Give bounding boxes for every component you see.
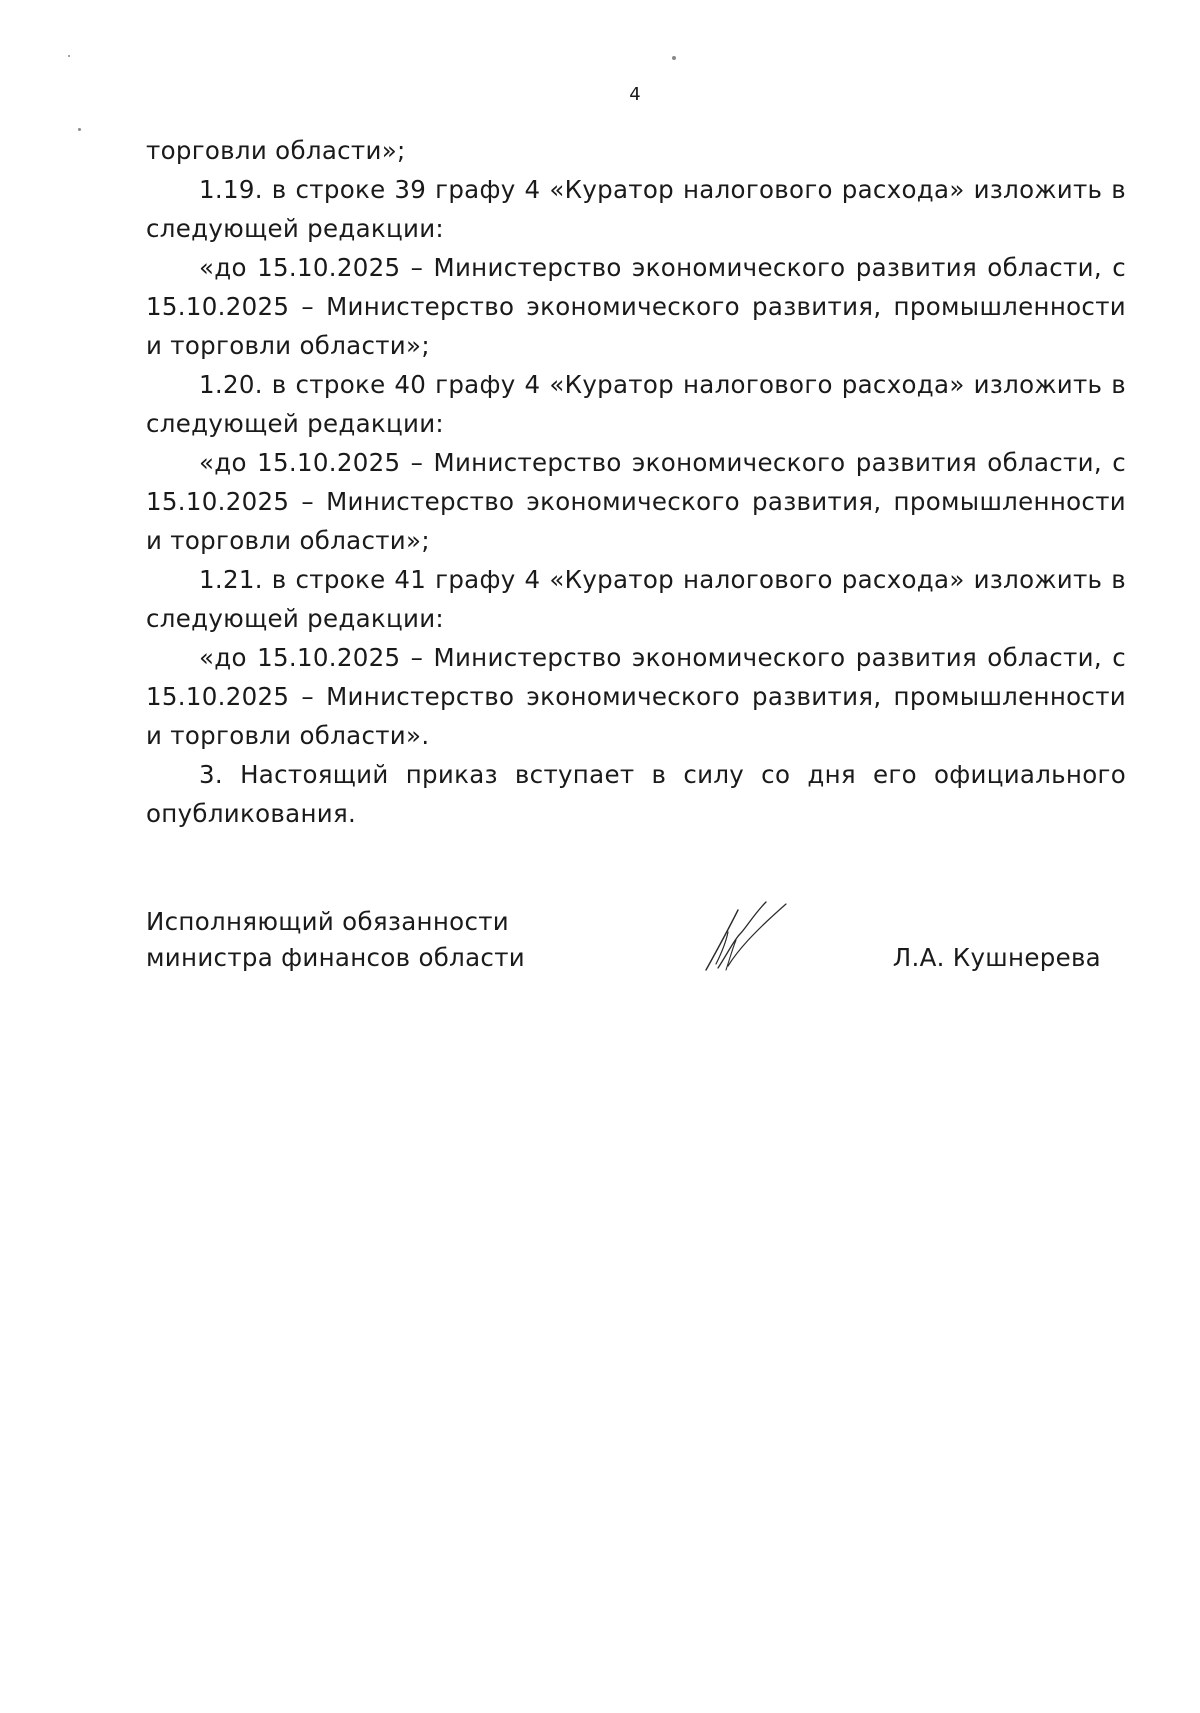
scan-speck bbox=[672, 56, 676, 60]
document-body bbox=[146, 131, 1126, 833]
signer-title-line-1: Исполняющий обязанности bbox=[146, 907, 510, 936]
signer-name: Л.А. Кушнерева bbox=[892, 943, 1101, 972]
paragraph-quote-1-20: «до 15.10.2025 – Министерство экономического развития области, с 15.10.2025 – Министерство экономического развития, промышленности и торговли области»; bbox=[146, 448, 1126, 555]
paragraph-item-3: 3. Настоящий приказ вступает в силу со дня его официального опубликования. bbox=[146, 760, 1126, 828]
paragraph-quote-1-21: «до 15.10.2025 – Министерство экономического развития области, с 15.10.2025 – Министерство экономического развития, промышленности и торговли области». bbox=[146, 643, 1126, 750]
signer-title-line-2: министра финансов области bbox=[146, 943, 525, 972]
scan-speck bbox=[78, 128, 81, 131]
page-number: 4 bbox=[629, 84, 641, 105]
handwritten-signature bbox=[702, 894, 792, 974]
scan-speck bbox=[68, 55, 70, 57]
paragraph-item-1-20: 1.20. в строке 40 графу 4 «Куратор налогового расхода» изложить в следующей редакции: bbox=[146, 370, 1126, 438]
paragraph-item-1-21: 1.21. в строке 41 графу 4 «Куратор налогового расхода» изложить в следующей редакции: bbox=[146, 565, 1126, 633]
paragraph-item-1-19: 1.19. в строке 39 графу 4 «Куратор налогового расхода» изложить в следующей редакции: bbox=[146, 175, 1126, 243]
paragraph-continuation: торговли области»; bbox=[146, 136, 406, 165]
signature-block bbox=[146, 904, 1126, 996]
paragraph-quote-1-19: «до 15.10.2025 – Министерство экономического развития области, с 15.10.2025 – Министерство экономического развития, промышленности и торговли области»; bbox=[146, 253, 1126, 360]
signer-title bbox=[146, 904, 525, 976]
